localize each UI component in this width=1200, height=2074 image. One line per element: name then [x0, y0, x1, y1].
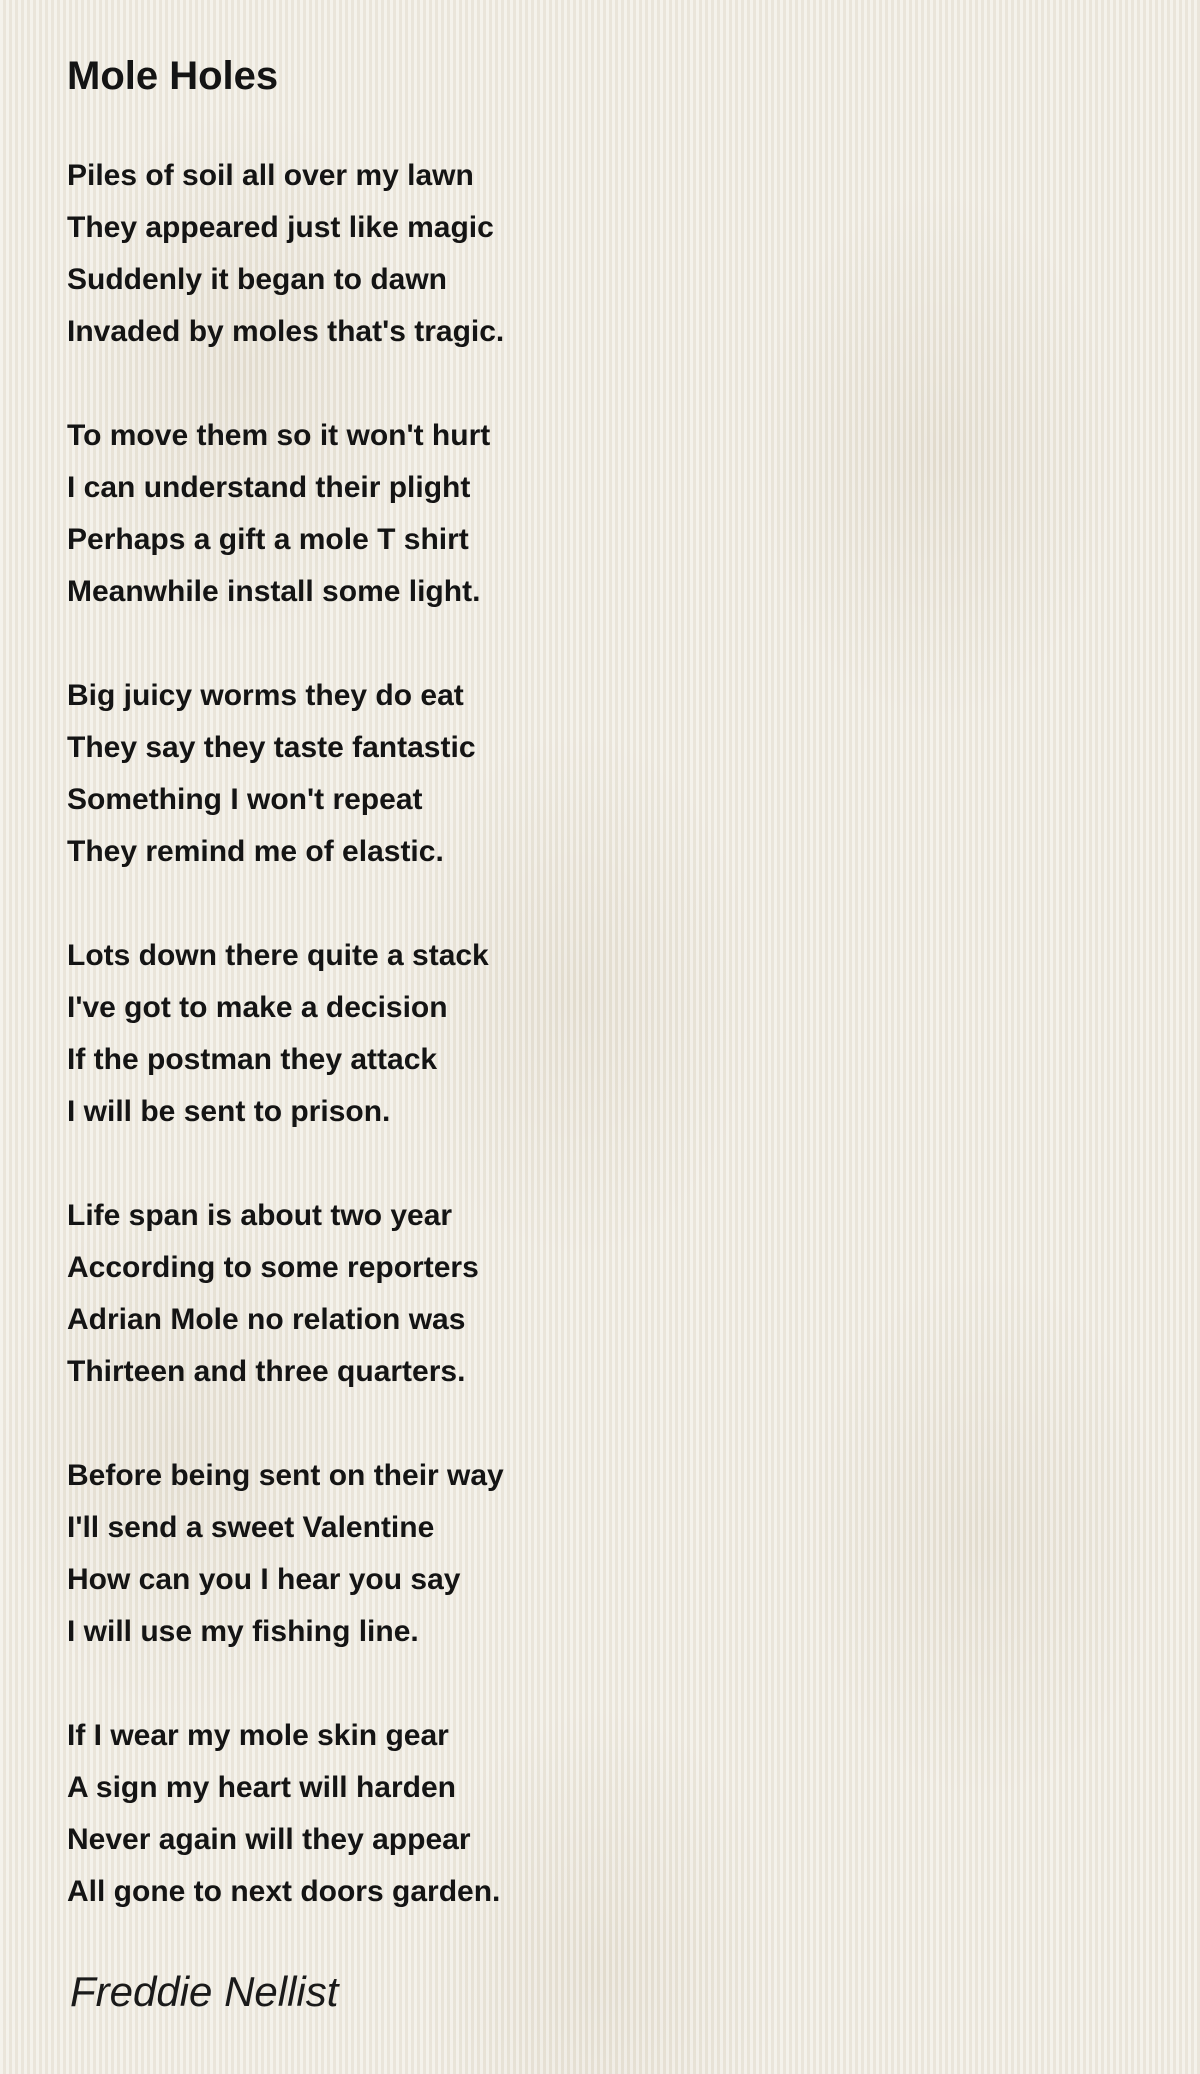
poem-line: Invaded by moles that's tragic.: [67, 315, 505, 348]
poem-line: According to some reporters: [67, 1251, 479, 1284]
poem-line: Perhaps a gift a mole T shirt: [67, 523, 469, 556]
poem-line: They say they taste fantastic: [67, 731, 476, 764]
poem-author: Freddie Nellist: [70, 1968, 339, 2015]
stanza-gap: [67, 1138, 1127, 1190]
stanza-3: [67, 670, 1127, 878]
poem-line: I've got to make a decision: [67, 991, 448, 1024]
poem-line: I will use my fishing line.: [67, 1615, 419, 1648]
poem-title: Mole Holes: [67, 54, 279, 98]
poem-line: All gone to next doors garden.: [67, 1875, 501, 1908]
poem-line: If I wear my mole skin gear: [67, 1719, 449, 1752]
poem-line: I'll send a sweet Valentine: [67, 1511, 435, 1544]
stanza-4: [67, 930, 1127, 1138]
stanza-gap: [67, 1658, 1127, 1710]
poem-line: Something I won't repeat: [67, 783, 423, 816]
poem-line: They appeared just like magic: [67, 211, 494, 244]
poem-line: Adrian Mole no relation was: [67, 1303, 466, 1336]
stanza-gap: [67, 878, 1127, 930]
stanza-2: [67, 410, 1127, 618]
poem-line: Never again will they appear: [67, 1823, 471, 1856]
stanza-6: [67, 1450, 1127, 1658]
poem-line: If the postman they attack: [67, 1043, 438, 1076]
stanza-gap: [67, 1398, 1127, 1450]
stanza-1: [67, 150, 1127, 358]
poem-line: To move them so it won't hurt: [67, 419, 491, 452]
poem-line: Before being sent on their way: [67, 1459, 504, 1492]
poem-line: A sign my heart will harden: [67, 1771, 456, 1804]
poem-line: Thirteen and three quarters.: [67, 1355, 466, 1388]
poem-line: How can you I hear you say: [67, 1563, 461, 1596]
stanza-gap: [67, 618, 1127, 670]
poem-line: Lots down there quite a stack: [67, 939, 489, 972]
poem-line: Big juicy worms they do eat: [67, 679, 464, 712]
poem-body: [67, 150, 1127, 1918]
stanza-gap: [67, 358, 1127, 410]
poem-line: I can understand their plight: [67, 471, 471, 504]
stanza-5: [67, 1190, 1127, 1398]
poem-page: [67, 50, 1127, 2015]
stanza-7: [67, 1710, 1127, 1918]
poem-line: I will be sent to prison.: [67, 1095, 391, 1128]
poem-line: Piles of soil all over my lawn: [67, 159, 474, 192]
poem-line: Meanwhile install some light.: [67, 575, 481, 608]
poem-line: They remind me of elastic.: [67, 835, 444, 868]
poem-line: Life span is about two year: [67, 1199, 453, 1232]
poem-line: Suddenly it began to dawn: [67, 263, 448, 296]
